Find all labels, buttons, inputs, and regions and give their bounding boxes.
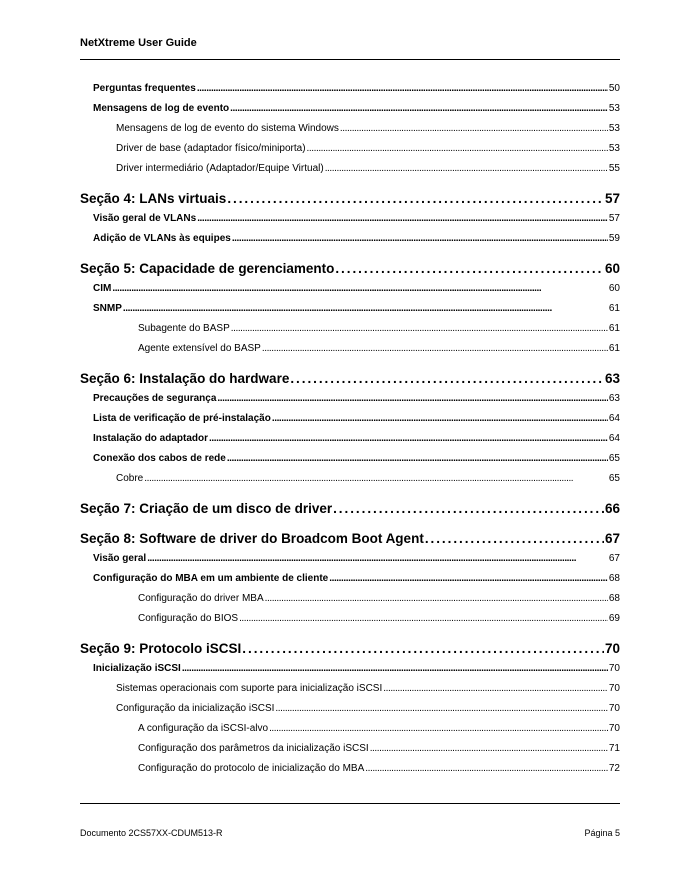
toc-dot-leader — [112, 283, 608, 294]
toc-page-number: 65 — [608, 453, 620, 464]
toc-page-number: 60 — [604, 261, 620, 276]
toc-dot-leader — [239, 613, 608, 624]
toc-dot-leader — [290, 371, 604, 386]
toc-dot-leader — [265, 593, 608, 604]
toc-dot-leader — [217, 393, 607, 404]
toc-entry-title: Precauções de segurança — [93, 393, 217, 404]
footer-rule — [80, 803, 620, 804]
toc-entry-title: Visão geral de VLANs — [93, 213, 197, 224]
toc-page-number: 68 — [608, 573, 620, 584]
toc-entry-title: Driver de base (adaptador físico/miniporta) — [116, 143, 306, 154]
toc-entry-title: Configuração do BIOS — [138, 613, 239, 624]
toc-dot-leader — [275, 703, 607, 714]
toc-entry-title: A configuração da iSCSI-alvo — [138, 723, 269, 734]
toc-section-heading[interactable] — [80, 501, 620, 516]
toc-entry-title: Agente extensível do BASP — [138, 343, 261, 354]
toc-entry-title: Inicialização iSCSI — [93, 663, 181, 674]
toc-entry-title: Seção 5: Capacidade de gerenciamento — [80, 261, 335, 276]
toc-dot-leader — [333, 501, 604, 516]
toc-page-number: 53 — [608, 103, 620, 114]
toc-entry-title: Sistemas operacionais com suporte para inicialização iSCSI — [116, 683, 383, 694]
toc-entry[interactable] — [93, 433, 620, 444]
toc-section-heading[interactable] — [80, 641, 620, 656]
toc-entry-title: Seção 8: Software de driver do Broadcom Boot Agent — [80, 531, 424, 546]
toc-page-number: 64 — [608, 433, 620, 444]
toc-entry-title: Configuração da inicialização iSCSI — [116, 703, 275, 714]
toc-entry[interactable] — [93, 393, 620, 404]
toc-dot-leader — [262, 343, 608, 354]
toc-page-number: 70 — [608, 723, 620, 734]
toc-dot-leader — [370, 743, 608, 754]
toc-dot-leader — [123, 303, 608, 314]
toc-page-number: 61 — [608, 323, 620, 334]
toc-entry[interactable] — [93, 213, 620, 224]
toc-entry[interactable] — [93, 233, 620, 244]
toc-dot-leader — [147, 553, 608, 564]
toc-entry-title: Seção 4: LANs virtuais — [80, 191, 227, 206]
toc-entry[interactable] — [116, 683, 620, 694]
toc-dot-leader — [232, 233, 608, 244]
toc-entry[interactable] — [138, 613, 620, 624]
toc-entry[interactable] — [138, 763, 620, 774]
toc-entry[interactable] — [93, 663, 620, 674]
toc-entry[interactable] — [138, 343, 620, 354]
toc-page-number: 66 — [604, 501, 620, 516]
page-header-title: NetXtreme User Guide — [80, 37, 197, 49]
toc-entry[interactable] — [93, 283, 620, 294]
toc-dot-leader — [197, 83, 608, 94]
toc-entry[interactable] — [93, 453, 620, 464]
toc-entry-title: Configuração do driver MBA — [138, 593, 264, 604]
toc-page-number: 57 — [608, 213, 620, 224]
toc-entry[interactable] — [138, 723, 620, 734]
toc-entry-title: Driver intermediário (Adaptador/Equipe Virtual) — [116, 163, 324, 174]
toc-entry[interactable] — [116, 163, 620, 174]
toc-entry-title: Configuração dos parâmetros da inicialização iSCSI — [138, 743, 369, 754]
toc-dot-leader — [144, 473, 608, 484]
toc-dot-leader — [272, 413, 608, 424]
toc-page-number: 61 — [608, 343, 620, 354]
toc-entry-title: Seção 9: Protocolo iSCSI — [80, 641, 242, 656]
toc-entry[interactable] — [116, 143, 620, 154]
toc-entry-title: Seção 6: Instalação do hardware — [80, 371, 290, 386]
toc-entry-title: CIM — [93, 283, 112, 294]
toc-entry-title: Conexão dos cabos de rede — [93, 453, 226, 464]
toc-section-heading[interactable] — [80, 371, 620, 386]
toc-dot-leader — [340, 123, 608, 134]
toc-dot-leader — [227, 191, 604, 206]
toc-entry-title: SNMP — [93, 303, 122, 314]
toc-page-number: 50 — [608, 83, 620, 94]
toc-entry[interactable] — [116, 123, 620, 134]
toc-entry[interactable] — [138, 743, 620, 754]
toc-page-number: 70 — [604, 641, 620, 656]
toc-dot-leader — [230, 103, 608, 114]
toc-dot-leader — [269, 723, 608, 734]
toc-dot-leader — [197, 213, 608, 224]
toc-page-number: 57 — [604, 191, 620, 206]
toc-dot-leader — [307, 143, 608, 154]
toc-entry-title: Instalação do adaptador — [93, 433, 209, 444]
toc-entry[interactable] — [138, 323, 620, 334]
toc-page-number: 55 — [608, 163, 620, 174]
toc-page-number: 67 — [608, 553, 620, 564]
toc-section-heading[interactable] — [80, 261, 620, 276]
toc-dot-leader — [325, 163, 608, 174]
toc-entry-title: Visão geral — [93, 553, 147, 564]
toc-entry-title: Cobre — [116, 473, 144, 484]
toc-page-number: 70 — [608, 703, 620, 714]
toc-page-number: 67 — [604, 531, 620, 546]
toc-entry[interactable] — [93, 103, 620, 114]
toc-dot-leader — [209, 433, 608, 444]
toc-entry-title: Mensagens de log de evento do sistema Windows — [116, 123, 339, 134]
toc-page-number: 59 — [608, 233, 620, 244]
toc-section-heading[interactable] — [80, 191, 620, 206]
toc-page-number: 60 — [608, 283, 620, 294]
toc-page-number: 68 — [608, 593, 620, 604]
toc-entry-title: Mensagens de log de evento — [93, 103, 230, 114]
toc-entry[interactable] — [93, 573, 620, 584]
toc-entry-title: Configuração do protocolo de inicialização do MBA — [138, 763, 365, 774]
toc-dot-leader — [425, 531, 604, 546]
toc-entry-title: Adição de VLANs às equipes — [93, 233, 231, 244]
toc-page-number: 63 — [604, 371, 620, 386]
toc-page-number: 70 — [608, 663, 620, 674]
toc-page-number: 72 — [608, 763, 620, 774]
toc-page-number: 64 — [608, 413, 620, 424]
toc-dot-leader — [182, 663, 608, 674]
toc-entry[interactable] — [138, 593, 620, 604]
toc-entry-title: Lista de verificação de pré-instalação — [93, 413, 271, 424]
toc-dot-leader — [227, 453, 608, 464]
toc-dot-leader — [231, 323, 608, 334]
toc-entry[interactable] — [116, 473, 620, 484]
toc-dot-leader — [329, 573, 608, 584]
toc-page-number: 71 — [608, 743, 620, 754]
toc-entry[interactable] — [93, 303, 620, 314]
toc-dot-leader — [383, 683, 608, 694]
toc-page-number: 63 — [608, 393, 620, 404]
toc-entry-title: Subagente do BASP — [138, 323, 230, 334]
toc-page-number: 69 — [608, 613, 620, 624]
toc-entry-title: Seção 7: Criação de um disco de driver — [80, 501, 333, 516]
toc-page-number: 65 — [608, 473, 620, 484]
toc-entry-title: Perguntas frequentes — [93, 83, 196, 94]
toc-entry-title: Configuração do MBA em um ambiente de cliente — [93, 573, 329, 584]
toc-dot-leader — [365, 763, 608, 774]
toc-page-number: 53 — [608, 143, 620, 154]
toc-page-number: 61 — [608, 303, 620, 314]
header-rule — [80, 59, 620, 60]
footer-document-id: Documento 2CS57XX-CDUM513-R — [80, 828, 223, 838]
toc-page-number: 53 — [608, 123, 620, 134]
toc-entry[interactable] — [93, 553, 620, 564]
footer-page-number: Página 5 — [584, 828, 620, 838]
toc-entry[interactable] — [93, 413, 620, 424]
toc-entry[interactable] — [116, 703, 620, 714]
toc-page-number: 70 — [608, 683, 620, 694]
toc-dot-leader — [335, 261, 604, 276]
toc-section-heading[interactable] — [80, 531, 620, 546]
toc-dot-leader — [242, 641, 604, 656]
toc-entry[interactable] — [93, 83, 620, 94]
